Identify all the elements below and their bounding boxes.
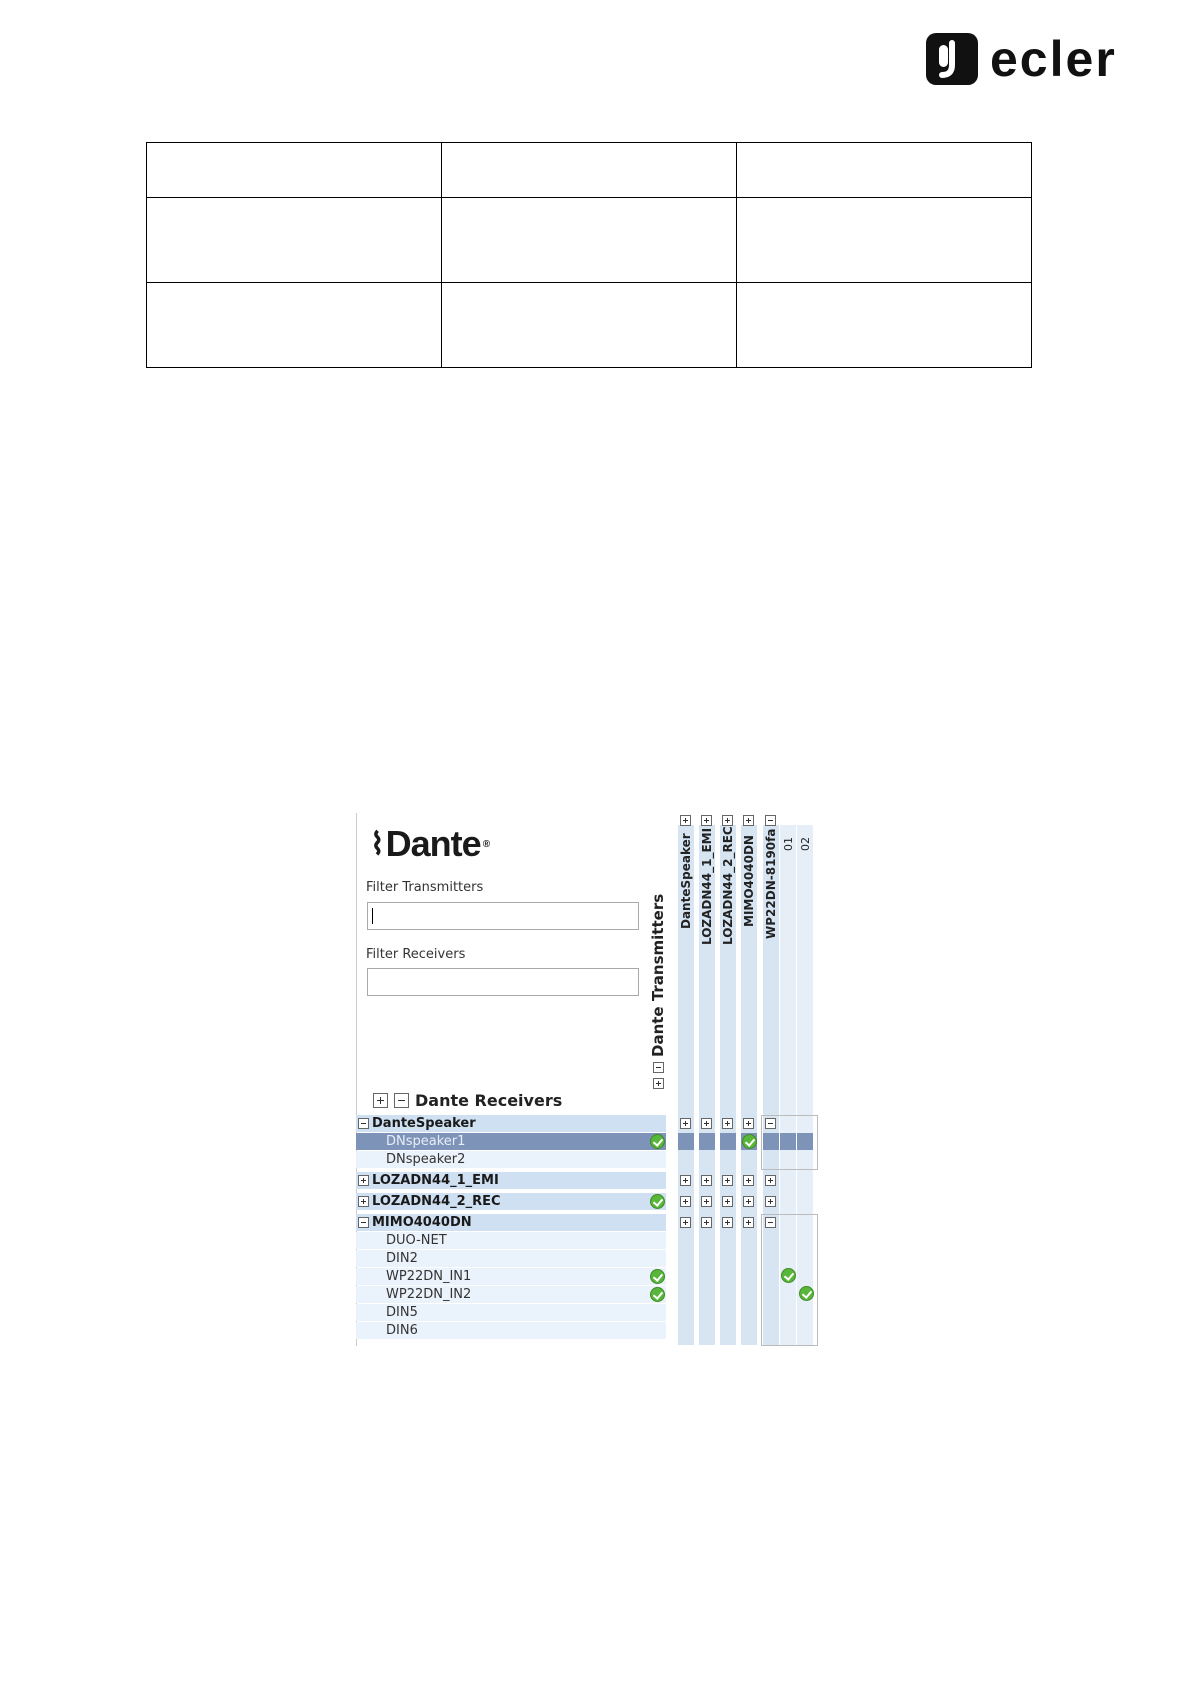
grid-cell[interactable]: [763, 1133, 779, 1150]
dante-transmitters-title: Dante Transmitters: [649, 893, 667, 1057]
rx-channel-wp22dn-in1[interactable]: WP22DN_IN1: [356, 1268, 666, 1285]
tx-column-label: LOZADN44_2_REC: [721, 826, 735, 945]
expand-icon[interactable]: [701, 815, 712, 826]
rx-channel-din5[interactable]: DIN5: [356, 1304, 666, 1321]
subscription-ok-icon[interactable]: [742, 1134, 757, 1149]
expand-icon[interactable]: [701, 1175, 712, 1186]
collapse-icon[interactable]: [765, 815, 776, 826]
ecler-logo: [926, 33, 1117, 85]
tx-channel-01: 01: [782, 837, 795, 851]
expand-icon[interactable]: [722, 1118, 733, 1129]
status-ok-icon: [650, 1194, 665, 1209]
table-cell: [147, 143, 442, 198]
expand-icon[interactable]: [680, 1118, 691, 1129]
collapse-all-transmitters-icon[interactable]: [653, 1062, 664, 1073]
tx-column-label: MIMO4040DN: [742, 835, 756, 927]
tx-column-label: LOZADN44_1_EMI: [700, 827, 714, 945]
expand-icon[interactable]: [722, 815, 733, 826]
rx-device-lozadn44-2-rec[interactable]: LOZADN44_2_REC: [356, 1193, 666, 1210]
status-ok-icon: [650, 1269, 665, 1284]
rx-channel-din2[interactable]: DIN2: [356, 1250, 666, 1267]
collapse-icon[interactable]: [358, 1118, 369, 1129]
dante-logo-icon: ⌇: [370, 827, 384, 861]
collapse-icon[interactable]: [358, 1217, 369, 1228]
filter-receivers-input[interactable]: [367, 968, 639, 996]
expand-icon[interactable]: [722, 1196, 733, 1207]
rx-device-dantespeaker[interactable]: DanteSpeaker: [356, 1115, 666, 1132]
grid-cell[interactable]: [720, 1133, 736, 1150]
expand-icon[interactable]: [722, 1175, 733, 1186]
empty-table: [146, 142, 1032, 368]
grid-cell[interactable]: [780, 1133, 796, 1150]
rx-channel-din6[interactable]: DIN6: [356, 1322, 666, 1339]
expand-icon[interactable]: [701, 1217, 712, 1228]
expand-icon[interactable]: [701, 1118, 712, 1129]
subscription-ok-icon[interactable]: [799, 1286, 814, 1301]
rx-channel-wp22dn-in2[interactable]: WP22DN_IN2: [356, 1286, 666, 1303]
expand-icon[interactable]: [765, 1175, 776, 1186]
rx-channel-duo-net[interactable]: DUO-NET: [356, 1232, 666, 1249]
expand-icon[interactable]: [680, 1217, 691, 1228]
table-cell: [442, 198, 737, 283]
expand-icon[interactable]: [743, 1175, 754, 1186]
filter-transmitters-label: Filter Transmitters: [366, 880, 484, 895]
expand-icon[interactable]: [358, 1196, 369, 1207]
dante-receivers-header: [373, 1091, 562, 1110]
tx-channel-02: 02: [799, 837, 812, 851]
expand-icon[interactable]: [680, 815, 691, 826]
table-cell: [737, 198, 1032, 283]
expand-icon[interactable]: [743, 1217, 754, 1228]
dante-receivers-title: Dante Receivers: [415, 1091, 563, 1110]
filter-transmitters-input[interactable]: [367, 902, 639, 930]
expand-icon[interactable]: [722, 1217, 733, 1228]
table-cell: [442, 143, 737, 198]
expand-icon[interactable]: [765, 1196, 776, 1207]
collapse-all-receivers-icon[interactable]: [394, 1093, 409, 1108]
rx-device-mimo4040dn[interactable]: MIMO4040DN: [356, 1214, 666, 1231]
grid-cell[interactable]: [699, 1133, 715, 1150]
status-ok-icon: [650, 1134, 665, 1149]
expand-all-transmitters-icon[interactable]: [653, 1078, 664, 1089]
rx-channel-dnspeaker1[interactable]: DNspeaker1: [356, 1133, 666, 1150]
expand-icon[interactable]: [743, 815, 754, 826]
tx-column-label: WP22DN-8190fa: [764, 828, 778, 939]
dante-transmitters-header: [647, 825, 671, 1087]
ecler-logo-icon: [926, 33, 978, 85]
status-ok-icon: [650, 1287, 665, 1302]
table-cell: [147, 198, 442, 283]
expand-icon[interactable]: [680, 1175, 691, 1186]
expand-icon[interactable]: [358, 1175, 369, 1186]
expand-icon[interactable]: [743, 1118, 754, 1129]
rx-channel-dnspeaker2[interactable]: DNspeaker2: [356, 1151, 666, 1168]
expand-all-receivers-icon[interactable]: [373, 1093, 388, 1108]
subscription-ok-icon[interactable]: [781, 1268, 796, 1283]
table-cell: [737, 143, 1032, 198]
table-cell: [147, 283, 442, 368]
tx-column-label: DanteSpeaker: [679, 833, 693, 929]
grid-cell[interactable]: [797, 1133, 813, 1150]
grid-cell[interactable]: [678, 1133, 694, 1150]
filter-receivers-label: Filter Receivers: [366, 947, 466, 962]
table-cell: [442, 283, 737, 368]
dante-controller-panel: [356, 813, 820, 1346]
brand-wordmark: ecler: [990, 31, 1117, 87]
rx-device-lozadn44-1-emi[interactable]: LOZADN44_1_EMI: [356, 1172, 666, 1189]
expand-icon[interactable]: [701, 1196, 712, 1207]
table-cell: [737, 283, 1032, 368]
expand-icon[interactable]: [680, 1196, 691, 1207]
expand-icon[interactable]: [743, 1196, 754, 1207]
dante-logo: ⌇ Dante ®: [370, 823, 490, 864]
